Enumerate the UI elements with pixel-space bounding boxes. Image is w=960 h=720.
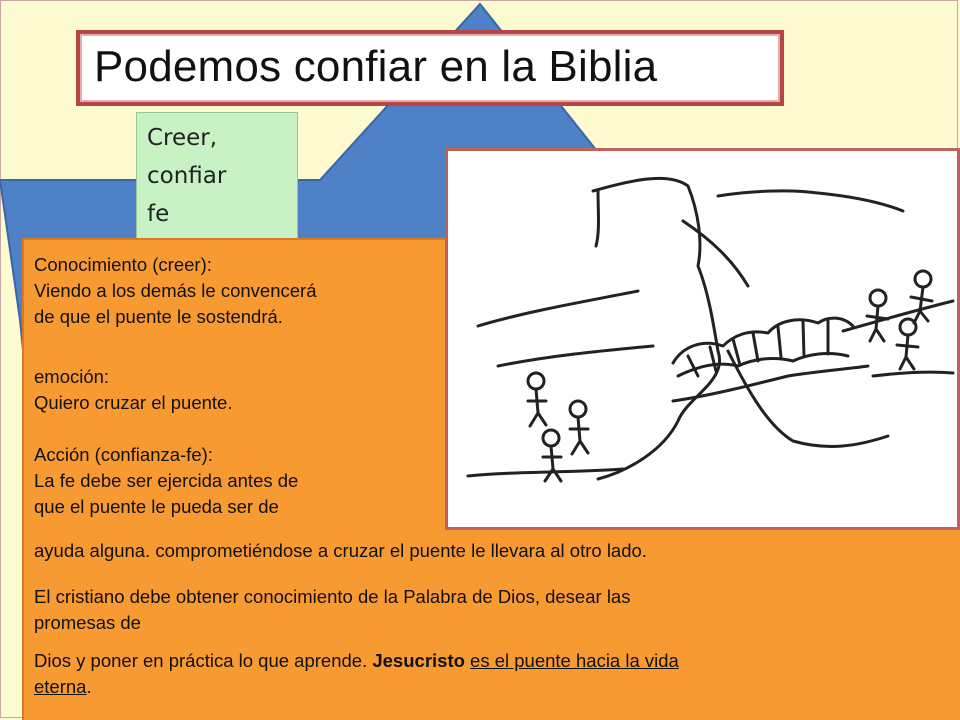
bridge-drawing-icon — [448, 151, 957, 527]
p4-line3-text: Dios y poner en práctica lo que aprende. — [34, 650, 373, 671]
p3-line3: que el puente le pueda ser de — [34, 496, 279, 517]
p1-line2: Viendo a los demás le convencerá — [34, 280, 317, 301]
p4-line3 — [34, 650, 679, 672]
p3-line1: Acción (confianza-fe): — [34, 444, 213, 465]
p3-line4: ayuda alguna. comprometiéndose a cruzar el puente le llevara al otro lado. — [34, 540, 647, 561]
p1-line1: Conocimiento (creer): — [34, 254, 212, 275]
p3-line2: La fe debe ser ejercida antes de — [34, 470, 299, 491]
faith-line-1: Creer, — [147, 125, 218, 151]
stick-figure-icon — [528, 373, 546, 426]
faith-line-2: confiar — [147, 163, 227, 189]
p4-line2: promesas de — [34, 612, 141, 633]
bridge-phrase: es el puente hacia la vida — [470, 650, 679, 671]
p2-line2: Quiero cruzar el puente. — [34, 392, 233, 413]
title-box — [76, 30, 784, 106]
p2-line1: emoción: — [34, 366, 110, 387]
faith-box — [136, 112, 298, 246]
page-title: Podemos confiar en la Biblia — [94, 42, 658, 91]
p1-line3: de que el puente le sostendrá. — [34, 306, 283, 327]
p4-line4 — [34, 676, 92, 698]
bridge-picture — [445, 148, 960, 530]
p4-line1: El cristiano debe obtener conocimiento de la Palabra de Dios, desear las — [34, 586, 631, 607]
eterna-text: eterna — [34, 676, 87, 697]
period-text: . — [86, 676, 92, 697]
jesucristo-text: Jesucristo — [372, 650, 465, 671]
faith-line-3: fe — [147, 201, 170, 227]
